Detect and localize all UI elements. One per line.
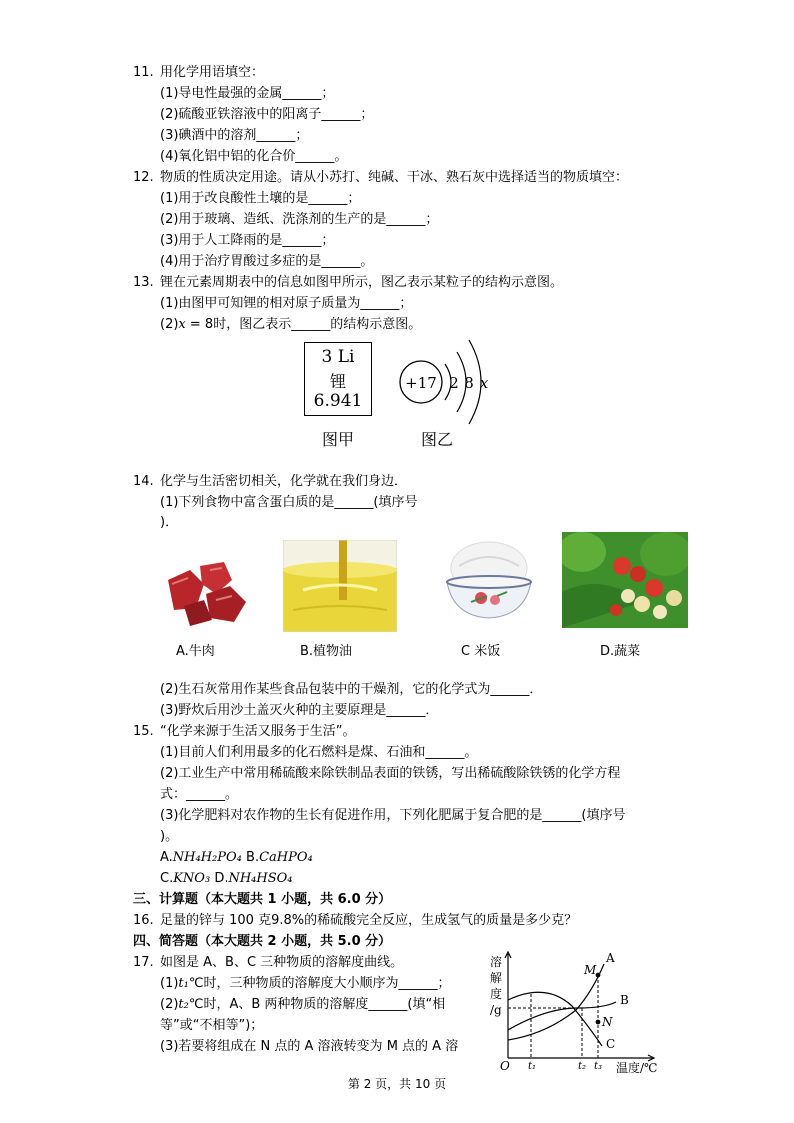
q15-item-3a: (3)化学肥料对农作物的生长有促进作用，下列化肥属于复合肥的是______(填序号 [160,808,626,823]
vegetables-picture [562,532,688,628]
q15-option-d-label: D. [210,871,229,886]
q13-item-2-tail: ______的结构示意图。 [291,317,422,332]
vegetable-oil-picture [283,540,397,632]
q14-item-2: (2)生石灰常用作某些食品包装中的干燥剂，它的化学式为______． [160,682,543,697]
curve-a-label: A [606,951,615,965]
food-label-d: D.蔬菜 [600,644,641,659]
q15-number: 15. [133,724,154,739]
q15-option-a-label: A. [160,850,173,865]
atom-structure-diagram [395,334,500,426]
q15-option-c-label: C. [160,871,174,886]
q12-item-1: (1)用于改良酸性土壤的是______； [160,191,361,206]
fig-yi-caption: 图乙 [421,430,454,449]
q11-item-4: (4)氧化铝中铝的化合价______。 [160,149,348,164]
q15-option-a: NH₄H₂PO₄ [172,850,242,865]
element-box [304,342,372,416]
point-n [596,1020,601,1025]
q17-item-2-pre: (2) [160,997,179,1012]
q13-item-2-prefix: (2) [160,317,179,332]
t2-label: t₂ [578,1061,587,1072]
q17-item-1-pre: (1) [160,976,179,991]
q11-number: 11. [133,65,154,80]
q15-item-2b: 式：______。 [160,787,239,802]
q13-item-2-var: x [178,317,186,332]
q12-stem: 物质的性质决定用途。请从小苏打、纯碱、干冰、熟石灰中选择适当的物质填空： [160,170,629,185]
q16-stem: 足量的锌与 100 克9.8%的稀硫酸完全反应，生成氢气的质量是多少克？ [160,913,578,928]
food-label-a: A.牛肉 [176,644,215,659]
y-label-char-4: /g [490,1003,502,1017]
q16-number: 16. [133,913,154,928]
element-mass: 6.941 [313,391,363,411]
q12-number: 12. [133,170,154,185]
q12-item-3: (3)用于人工降雨的是______； [160,233,335,248]
q15-item-3b: )。 [160,829,179,844]
point-m-label: M [584,963,597,977]
q11-item-3: (3)碘酒中的溶剂______； [160,128,309,143]
q13-stem: 锂在元素周期表中的信息如图甲所示，图乙表示某粒子的结构示意图。 [160,275,564,290]
y-label-char-1: 溶 [490,955,503,969]
q13-item-1: (1)由图甲可知锂的相对原子质量为______； [160,296,413,311]
q12-item-4: (4)用于治疗胃酸过多症的是______。 [160,254,374,269]
q14-item-1a: (1)下列食物中富含蛋白质的是______(填序号 [160,495,418,510]
q13-number: 13. [133,275,154,290]
q17-number: 17. [133,955,154,970]
fig-jia-caption: 图甲 [322,430,355,449]
q15-options-cd [160,870,293,888]
curve-b [508,1002,616,1030]
q14-stem: 化学与生活密切相关，化学就在我们身边． [160,474,408,489]
section-4-heading: 四、简答题（本大题共 2 小题，共 5.0 分） [133,934,392,949]
shell-electrons-2: 8 [464,374,474,392]
q15-options-ab [160,849,313,867]
q15-option-b-label: B. [241,850,260,865]
element-number-symbol: 3 Li [321,347,355,367]
t3-label: t₃ [594,1061,603,1072]
y-label-char-2: 解 [490,971,503,985]
point-m [596,973,601,978]
q13-item-2-mid: = 8时，图乙表示 [185,317,292,332]
q14-item-1b: )． [160,515,179,530]
q17-item-1 [160,975,450,993]
q17-item-2b: 等”或“不相等”)； [160,1018,264,1033]
page-footer: 第 2 页，共 10 页 [347,1077,447,1091]
q15-item-2a: (2)工业生产中常用稀硫酸来除铁制品表面的铁锈，写出稀硫酸除铁锈的化学方程 [160,766,621,781]
q17-item-1-var: t₁ [178,976,189,991]
q11-stem: 用化学用语填空： [160,65,265,80]
q11-item-2: (2)硫酸亚铁溶液中的阳离子______； [160,107,374,122]
food-label-c: C 米饭 [461,644,501,659]
section-3-heading: 三、计算题（本大题共 1 小题，共 6.0 分） [133,892,392,907]
q17-stem: 如图是 A、B、C 三种物质的溶解度曲线。 [160,955,404,970]
q14-item-3: (3)野炊后用沙土盖灭火种的主要原理是______． [160,703,439,718]
q17-item-2-var: t₂ [178,997,189,1012]
rice-bowl-picture [441,538,537,624]
q17-item-2-post: ℃时，A、B 两种物质的溶解度______(填“相 [188,997,446,1012]
q15-option-b: CaHPO₄ [259,850,313,865]
nucleus-charge: +17 [405,374,437,392]
x-axis-label: 温度/℃ [616,1061,658,1073]
origin-label: O [500,1059,510,1073]
q17-item-1-post: ℃时，三种物质的溶解度大小顺序为______； [188,976,451,991]
point-n-label: N [602,1015,613,1029]
q12-item-2: (2)用于玻璃、造纸、洗涤剂的生产的是______； [160,212,439,227]
q15-option-c: KNO₃ [173,871,211,886]
solubility-curve-diagram [486,948,662,1073]
beef-picture [160,550,252,628]
q13-item-2 [160,316,421,334]
curve-b-label: B [620,993,629,1007]
food-label-b: B.植物油 [300,644,353,659]
t1-label: t₁ [528,1061,537,1072]
q17-item-3: (3)若要将组成在 N 点的 A 溶液转变为 M 点的 A 溶 [160,1039,459,1054]
shell-electrons-3: x [479,374,489,392]
q15-option-d: NH₄HSO₄ [228,871,293,886]
curve-c [508,992,602,1046]
y-label-char-3: 度 [490,987,503,1001]
q11-item-1: (1)导电性最强的金属______； [160,86,335,101]
q14-number: 14. [133,474,154,489]
q15-stem: “化学来源于生活又服务于生活”。 [160,724,356,739]
q15-item-1: (1)目前人们利用最多的化石燃料是煤、石油和______。 [160,745,478,760]
shell-electrons-1: 2 [449,374,459,392]
element-name: 锂 [329,372,346,391]
curve-c-label: C [606,1037,616,1051]
q17-item-2 [160,996,445,1014]
